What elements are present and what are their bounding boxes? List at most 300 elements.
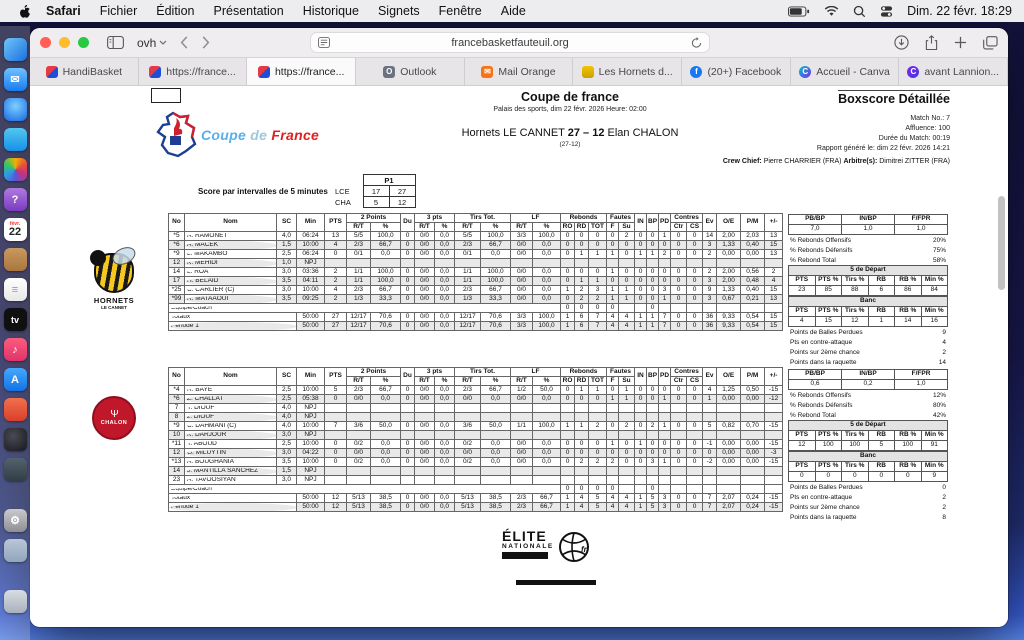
- stat-cell: 5/13: [347, 503, 371, 512]
- stat-cell: 66,7: [481, 386, 511, 395]
- tab-3[interactable]: [247, 58, 356, 85]
- column-header: 3 pts: [415, 214, 455, 223]
- home-logo-text: HORNETS: [93, 296, 135, 305]
- stat-cell: [455, 431, 481, 440]
- stat-cell: [765, 431, 783, 440]
- home-team-boxscore-table: [168, 213, 783, 331]
- stat-cell: [325, 431, 347, 440]
- dock-icon-settings[interactable]: ⚙: [4, 509, 27, 532]
- stat-cell: [741, 476, 765, 485]
- stat-cell: 0: [687, 250, 703, 259]
- stat-cell: [589, 404, 607, 413]
- menu-bar: [0, 0, 1024, 22]
- dock-icon-app-dark[interactable]: [4, 428, 27, 451]
- table-row: [169, 277, 783, 286]
- stat-cell: 0: [561, 232, 575, 241]
- panel-column-header: Tirs %: [842, 307, 869, 317]
- reb-off-line: % Rebonds Offensifs 20%: [790, 236, 946, 244]
- stat-cell: 0: [561, 449, 575, 458]
- dock-icon-app-store[interactable]: A: [4, 368, 27, 391]
- dock-icon-help-purple[interactable]: ?: [4, 188, 27, 211]
- tab-9[interactable]: [899, 58, 1008, 85]
- stat-cell: 0,00: [741, 250, 765, 259]
- starters-table: [788, 420, 948, 451]
- stat-cell: 1: [561, 286, 575, 295]
- stat-cell: 0: [687, 277, 703, 286]
- stat-cell: 1: [561, 422, 575, 431]
- match-score: 27 – 12: [567, 127, 605, 139]
- safari-window: [30, 28, 1008, 627]
- stat-cell: [533, 413, 561, 422]
- stat-cell: 06:24: [297, 232, 325, 241]
- tab-label: avant Lannion...: [924, 65, 1000, 78]
- stat-cell: 0: [401, 277, 415, 286]
- stat-cell: [703, 404, 717, 413]
- stat-cell: 05:38: [297, 395, 325, 404]
- column-subheader: %: [435, 377, 455, 386]
- logo-word-coupe: Coupe: [201, 127, 247, 143]
- stat-cell: 33,3: [481, 295, 511, 304]
- tab-overview-icon[interactable]: [983, 36, 998, 50]
- interval-value: 12: [389, 197, 415, 208]
- wifi-icon[interactable]: [824, 6, 839, 17]
- dock-icon-trash[interactable]: [4, 590, 27, 613]
- stat-cell: [687, 404, 703, 413]
- stat-cell: 2: [619, 232, 635, 241]
- stat-cell: 0,0: [435, 422, 455, 431]
- arbitre-label: Arbitre(s):: [843, 158, 878, 165]
- stat-cell: 0: [671, 494, 687, 503]
- stat-cell: 3,0: [277, 476, 297, 485]
- intervals-table: [333, 174, 416, 208]
- menu-item-fichier[interactable]: Fichier: [99, 4, 138, 18]
- stat-cell: 100,0: [533, 322, 561, 331]
- panel-value-cell: 23: [789, 286, 816, 296]
- stat-cell: 0: [687, 386, 703, 395]
- stat-cell: 0,0: [481, 449, 511, 458]
- stat-cell: 2,5: [277, 395, 297, 404]
- stat-cell: 2: [575, 295, 589, 304]
- panel-value-cell: 4: [789, 317, 816, 327]
- menu-item-signets[interactable]: Signets: [377, 4, 420, 18]
- stat-cell: 4: [607, 503, 619, 512]
- stat-cell: 0: [325, 395, 347, 404]
- stat-cell: 50:00: [297, 322, 325, 331]
- stat-cell: 33,3: [371, 295, 401, 304]
- dock-icon-finder[interactable]: [4, 38, 27, 61]
- footer-black-bar: [516, 580, 596, 585]
- apple-menu-icon[interactable]: [18, 4, 32, 18]
- menu-item-fenetre[interactable]: Fenêtre: [438, 4, 482, 18]
- stat-cell: [347, 259, 371, 268]
- stat-cell: 5: [589, 494, 607, 503]
- column-header: +/-: [765, 214, 783, 232]
- stat-cell: [635, 304, 647, 313]
- home-logo-subtext: LE CANNET: [101, 305, 127, 310]
- chalon-badge-icon: [92, 396, 136, 440]
- stat-cell: 0/0: [415, 422, 435, 431]
- stat-cell: 100,0: [481, 232, 511, 241]
- elite-small-bar: [502, 552, 548, 559]
- stat-cell: 0,0: [435, 503, 455, 512]
- panel-value-cell: 85: [815, 286, 842, 296]
- stat-cell: [575, 413, 589, 422]
- inbp-value: 0,2: [842, 380, 895, 390]
- reload-icon[interactable]: [691, 37, 702, 49]
- stat-cell: [619, 467, 635, 476]
- stat-cell: 0/2: [347, 458, 371, 467]
- stat-cell: [347, 413, 371, 422]
- tab-4[interactable]: [356, 58, 465, 85]
- stat-cell: 2: [659, 250, 671, 259]
- stat-cell: 15: [765, 322, 783, 331]
- stat-cell: 0: [647, 241, 659, 250]
- tab-favicon: [258, 66, 270, 78]
- menu-item-presentation[interactable]: Présentation: [213, 4, 284, 18]
- stat-cell: 0: [671, 241, 687, 250]
- stat-cell: 0: [561, 295, 575, 304]
- stat-cell: [401, 259, 415, 268]
- stat-cell: [687, 485, 703, 494]
- stat-cell: [435, 404, 455, 413]
- stat-cell: Totaux: [169, 313, 297, 322]
- stat-cell: 1: [561, 313, 575, 322]
- dock-icon-photos[interactable]: [4, 158, 27, 181]
- dock-icon-mail[interactable]: ✉: [4, 68, 27, 91]
- stat-cell: 0: [401, 286, 415, 295]
- stat-cell: [703, 476, 717, 485]
- logo-word-france: France: [271, 127, 320, 143]
- new-tab-icon[interactable]: [954, 36, 967, 49]
- stat-cell: [659, 404, 671, 413]
- stat-cell: 0: [647, 440, 659, 449]
- stat-cell: 0: [561, 250, 575, 259]
- panel-column-header: Tirs %: [842, 462, 869, 472]
- column-subheader: %: [533, 377, 561, 386]
- stat-cell: [561, 467, 575, 476]
- table-row: [169, 476, 783, 485]
- stat-cell: 0: [401, 503, 415, 512]
- tab-favicon: [46, 66, 58, 78]
- report-header: [720, 90, 950, 154]
- stat-cell: 0: [575, 485, 589, 494]
- stat-cell: 1,5: [277, 467, 297, 476]
- stat-cell: 3: [703, 241, 717, 250]
- tab-5[interactable]: [465, 58, 574, 85]
- stat-cell: -2: [703, 458, 717, 467]
- stat-cell: *9: [169, 250, 185, 259]
- dock-icon-messages[interactable]: [4, 128, 27, 151]
- dock-icon-app-orange[interactable]: [4, 398, 27, 421]
- stat-cell: [347, 431, 371, 440]
- stat-cell: 2,5: [277, 440, 297, 449]
- stat-cell: 0: [647, 485, 659, 494]
- dock-icon-notes[interactable]: ≡: [4, 278, 27, 301]
- stat-cell: 0/0: [455, 449, 481, 458]
- forward-button[interactable]: [202, 36, 210, 49]
- stat-cell: [671, 467, 687, 476]
- stat-cell: 0: [325, 458, 347, 467]
- stat-cell: [455, 467, 481, 476]
- column-header: Contres: [671, 214, 703, 223]
- stat-cell: 0: [635, 241, 647, 250]
- dock-icon-tv[interactable]: tv: [4, 308, 27, 331]
- stat-cell: 0: [575, 440, 589, 449]
- stat-cell: 2,07: [717, 494, 741, 503]
- profile-dropdown[interactable]: [137, 36, 167, 50]
- stat-cell: [647, 413, 659, 422]
- away-logo-text: CHALON: [100, 419, 128, 426]
- stat-cell: 0: [401, 422, 415, 431]
- stat-cell: 0: [401, 241, 415, 250]
- panel-value-cell: 86: [895, 286, 922, 296]
- stat-cell: 1: [647, 250, 659, 259]
- stat-cell: [703, 413, 717, 422]
- stat-cell: R. MATAAOUI: [185, 295, 277, 304]
- stat-cell: 0,0: [435, 449, 455, 458]
- stat-cell: 0: [607, 449, 619, 458]
- stat-cell: [741, 485, 765, 494]
- stat-cell: 0: [647, 395, 659, 404]
- stat-cell: 7: [169, 404, 185, 413]
- menu-item-historique[interactable]: Historique: [302, 4, 359, 18]
- stat-cell: 0: [575, 241, 589, 250]
- stat-cell: 0,0: [533, 250, 561, 259]
- tab-6[interactable]: [573, 58, 682, 85]
- stat-cell: 3: [703, 295, 717, 304]
- stat-cell: 4,0: [277, 413, 297, 422]
- stat-cell: 10:00: [297, 286, 325, 295]
- stat-cell: 6: [575, 313, 589, 322]
- stat-cell: 2,00: [717, 232, 741, 241]
- stat-cell: 0: [561, 458, 575, 467]
- stat-cell: 0: [671, 422, 687, 431]
- column-header: 3 pts: [415, 368, 455, 377]
- second-chance-points-line: Points sur 2ème chance 2: [790, 503, 946, 511]
- stat-cell: 0: [575, 268, 589, 277]
- dock-icon-music[interactable]: ♪: [4, 338, 27, 361]
- column-subheader: R/T: [415, 223, 435, 232]
- stat-cell: 0: [671, 313, 687, 322]
- stat-cell: G. MILUYTIN: [185, 449, 277, 458]
- column-subheader: R/T: [511, 223, 533, 232]
- dock-icon-files-brown[interactable]: [4, 248, 27, 271]
- column-header: Nom: [185, 214, 277, 232]
- stat-cell: [371, 431, 401, 440]
- stat-cell: 3/3: [511, 313, 533, 322]
- stat-cell: 5/13: [455, 494, 481, 503]
- stat-cell: [619, 304, 635, 313]
- stat-cell: [511, 431, 533, 440]
- stat-cell: 3: [647, 458, 659, 467]
- stat-cell: 15: [765, 241, 783, 250]
- battery-icon[interactable]: [788, 6, 810, 17]
- stat-cell: [619, 259, 635, 268]
- panel-value-cell: 91: [921, 441, 948, 451]
- stat-cell: 0,0: [371, 440, 401, 449]
- column-header: P/M: [741, 214, 765, 232]
- stat-cell: K. DARJOUR: [185, 431, 277, 440]
- column-subheader: R/T: [347, 223, 371, 232]
- stat-cell: 0: [687, 494, 703, 503]
- tab-7[interactable]: [682, 58, 791, 85]
- stat-cell: 4: [607, 494, 619, 503]
- panel-value-cell: 1: [868, 317, 895, 327]
- stat-cell: 36: [703, 313, 717, 322]
- share-icon[interactable]: [925, 35, 938, 51]
- stat-cell: [659, 431, 671, 440]
- venue-line: Palais des sports, dim 22 févr. 2026 Heure: 02:00: [493, 106, 647, 113]
- close-window-button[interactable]: [40, 37, 51, 48]
- stat-cell: 0,00: [717, 395, 741, 404]
- stat-cell: 1/3: [455, 295, 481, 304]
- stat-cell: [635, 404, 647, 413]
- partial-score: (27-12): [559, 141, 581, 148]
- stat-cell: Période 1: [169, 322, 297, 331]
- panel-column-header: Min %: [921, 462, 948, 472]
- tab-2[interactable]: [139, 58, 248, 85]
- panel-column-header: RB: [868, 307, 895, 317]
- stat-cell: 0/0: [455, 395, 481, 404]
- dock-icon-app-blue[interactable]: [4, 98, 27, 121]
- stat-cell: 38,5: [481, 503, 511, 512]
- control-center-icon[interactable]: [880, 5, 893, 18]
- stat-cell: 1/1: [347, 277, 371, 286]
- stat-cell: [741, 467, 765, 476]
- stat-cell: 7: [325, 422, 347, 431]
- stat-cell: 0,0: [533, 268, 561, 277]
- stat-cell: 1: [619, 286, 635, 295]
- dock-icon-downloads-folder[interactable]: [4, 539, 27, 562]
- back-button[interactable]: [180, 36, 188, 49]
- dock-icon-calendar[interactable]: [4, 218, 27, 241]
- stat-cell: 0: [647, 295, 659, 304]
- column-header: Tirs Tot.: [455, 368, 511, 377]
- tab-favicon: ✉: [481, 66, 493, 78]
- stat-cell: 13: [765, 232, 783, 241]
- stat-cell: 12: [169, 449, 185, 458]
- stat-cell: [717, 467, 741, 476]
- document-header: [360, 90, 780, 148]
- intervals-spacer: [333, 175, 363, 186]
- vertical-scrollbar[interactable]: [998, 196, 1005, 290]
- stat-cell: 0/0: [415, 449, 435, 458]
- address-bar[interactable]: [310, 32, 710, 53]
- stat-cell: 2/3: [455, 286, 481, 295]
- tab-label: https://france...: [274, 65, 345, 78]
- stat-cell: 0,00: [717, 250, 741, 259]
- tab-favicon: C: [907, 66, 919, 78]
- stat-cell: 0/0: [511, 458, 533, 467]
- stat-cell: 0: [671, 449, 687, 458]
- table-row: [169, 386, 783, 395]
- column-subheader: %: [371, 223, 401, 232]
- antlers-glyph: Ψ: [110, 408, 118, 420]
- stat-cell: 2/3: [511, 494, 533, 503]
- arbitre-value: Dimitrei ZITTER (FRA): [877, 158, 950, 165]
- reader-icon[interactable]: [318, 37, 330, 48]
- menu-items-container: [46, 4, 545, 18]
- stat-cell: 1: [635, 250, 647, 259]
- stat-cell: 5/13: [347, 494, 371, 503]
- menu-item-safari[interactable]: Safari: [46, 4, 81, 18]
- dock-icon-app-slate[interactable]: [4, 458, 27, 481]
- stat-cell: [561, 413, 575, 422]
- stat-cell: [575, 467, 589, 476]
- stat-cell: [607, 431, 619, 440]
- stat-cell: 1: [607, 395, 619, 404]
- stat-cell: 0: [647, 232, 659, 241]
- match-number: Match No.: 7: [910, 115, 950, 122]
- downloads-icon[interactable]: [894, 35, 909, 50]
- stat-cell: 2/3: [347, 386, 371, 395]
- stat-cell: 4: [575, 494, 589, 503]
- stat-cell: -15: [765, 458, 783, 467]
- crew-chief-label: Crew Chief:: [722, 158, 762, 165]
- panel-value-cell: 0: [868, 472, 895, 482]
- tab-1[interactable]: [30, 58, 139, 85]
- column-header: LF: [511, 214, 561, 223]
- turnover-points-line: Points de Balles Perdues 0: [790, 483, 946, 491]
- stat-cell: 0,00: [741, 440, 765, 449]
- minimize-window-button[interactable]: [59, 37, 70, 48]
- menu-item-edition[interactable]: Édition: [156, 4, 195, 18]
- stat-cell: 10:00: [297, 386, 325, 395]
- search-icon[interactable]: [853, 5, 866, 18]
- tab-label: https://france...: [166, 65, 236, 78]
- stat-cell: 0,0: [435, 313, 455, 322]
- stat-cell: 4: [325, 286, 347, 295]
- stat-cell: 100,0: [371, 268, 401, 277]
- stat-cell: 1: [635, 503, 647, 512]
- stat-cell: 0,0: [435, 286, 455, 295]
- stat-cell: 5: [703, 422, 717, 431]
- stat-cell: 4: [619, 503, 635, 512]
- stat-cell: R. BAYE: [185, 386, 277, 395]
- table-row: [169, 422, 783, 431]
- stat-cell: 2: [765, 268, 783, 277]
- stat-cell: 5: [325, 386, 347, 395]
- stat-cell: 0/0: [415, 277, 435, 286]
- tab-label: HandiBasket: [62, 65, 123, 78]
- stat-cell: 0,00: [741, 395, 765, 404]
- stat-cell: 0: [671, 458, 687, 467]
- stat-cell: [687, 413, 703, 422]
- zoom-window-button[interactable]: [78, 37, 89, 48]
- stat-cell: 0: [607, 422, 619, 431]
- sidebar-toggle-icon[interactable]: [107, 36, 124, 49]
- stat-cell: 0: [561, 395, 575, 404]
- panel-value-cell: 100: [842, 441, 869, 451]
- stat-cell: [607, 259, 619, 268]
- stat-cell: [415, 476, 435, 485]
- column-header: O/E: [717, 214, 741, 232]
- stat-cell: 12: [325, 494, 347, 503]
- stat-cell: 0: [635, 386, 647, 395]
- stat-cell: [575, 476, 589, 485]
- stat-cell: [589, 431, 607, 440]
- tab-8[interactable]: [791, 58, 900, 85]
- period-header: P1: [363, 175, 415, 186]
- menu-item-aide[interactable]: Aide: [500, 4, 526, 18]
- stat-cell: 0,00: [717, 458, 741, 467]
- stat-cell: 13: [765, 250, 783, 259]
- menubar-clock[interactable]: Dim. 22 févr. 18:29: [907, 4, 1012, 18]
- stat-cell: [533, 467, 561, 476]
- attendance: Affluence: 100: [905, 125, 950, 132]
- stat-cell: 1: [607, 250, 619, 259]
- stat-cell: 0: [687, 313, 703, 322]
